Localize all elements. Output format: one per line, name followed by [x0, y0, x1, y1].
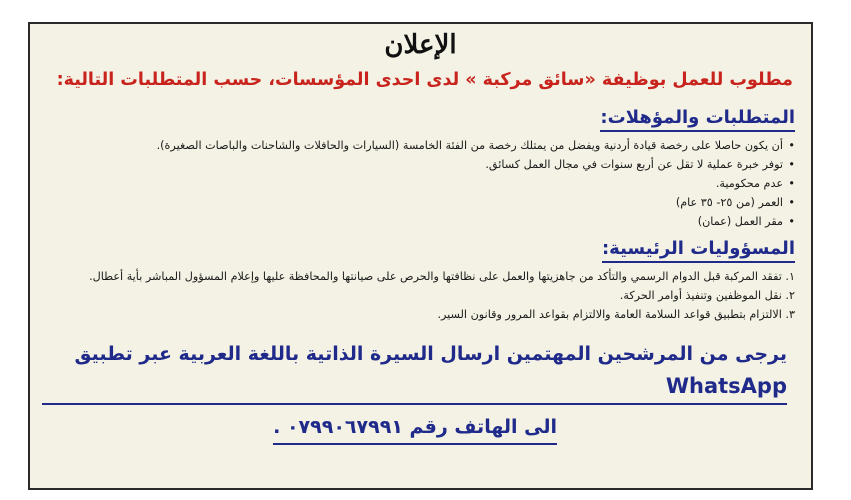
- ad-frame: [28, 22, 813, 490]
- cta-line-1-text: يرجى من المرشحين المهتمين ارسال السيرة الذاتية باللغة العربية عبر تطبيق: [74, 343, 787, 365]
- requirement-item: • أن يكون حاصلا على رخصة قيادة أردنية ويفضل من يمتلك رخصة من الفئة الخامسة (السيارات والحافلات والشاحنات والباصات الصغيرة).: [42, 136, 795, 155]
- whatsapp-label: WhatsApp: [665, 374, 787, 398]
- ad-subtitle: مطلوب للعمل بوظيفة «سائق مركبة » لدى احدى المؤسسات، حسب المتطلبات التالية:: [56, 70, 793, 90]
- requirements-list: [42, 136, 799, 231]
- responsibility-item: ١. تفقد المركبة قبل الدوام الرسمي والتأكد من جاهزيتها والعمل على نظافتها والحرص على صيانتها والمحافظة عليها وإعلام المسؤول المباشر بأية أعطال.: [89, 270, 795, 283]
- requirement-item: • مقر العمل (عمان): [42, 212, 795, 231]
- requirement-item: • توفر خبرة عملية لا تقل عن أربع سنوات في مجال العمل كسائق.: [42, 155, 795, 174]
- responsibilities-list: [42, 267, 799, 324]
- ad-title: الإعلان: [384, 30, 457, 60]
- cta-phone-line: الى الهاتف رقم ٠٧٩٩٠٦٧٩٩١ .: [273, 411, 557, 445]
- requirement-item: • العمر (من ٢٥- ٣٥ عام): [42, 193, 795, 212]
- cta-line-1: [42, 338, 787, 405]
- requirements-heading: المتطلبات والمؤهلات:: [600, 106, 795, 132]
- responsibility-item: ٢. نقل الموظفين وتنفيذ أوامر الحركة.: [619, 289, 795, 302]
- ad-content: [42, 28, 799, 484]
- responsibilities-heading: المسؤوليات الرئيسية:: [602, 237, 795, 263]
- responsibility-item: ٣. الالتزام بتطبيق قواعد السلامة العامة والالتزام بقواعد المرور وقانون السير.: [437, 308, 795, 321]
- requirement-item: • عدم محكومية.: [42, 174, 795, 193]
- application-instructions: [42, 338, 787, 445]
